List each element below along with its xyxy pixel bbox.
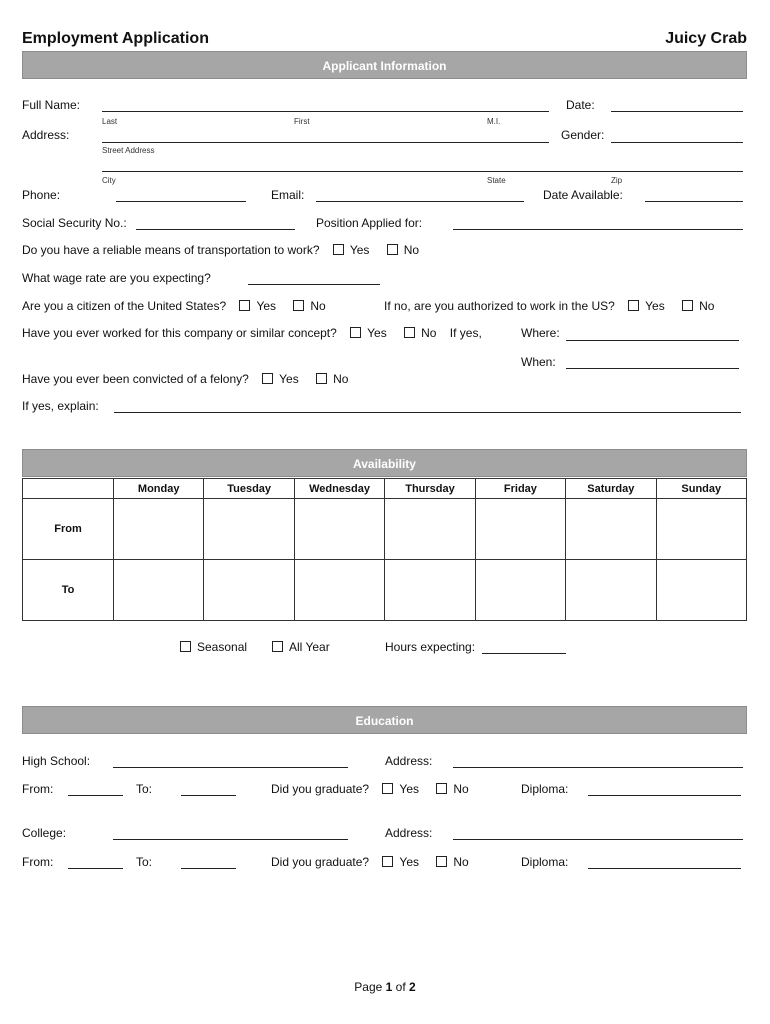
- transport-yes[interactable]: [333, 243, 370, 257]
- worked-no[interactable]: [404, 326, 436, 340]
- hs-from-label: From:: [22, 782, 54, 796]
- no-label: No: [453, 782, 469, 796]
- table-row-from: [23, 499, 747, 560]
- checkbox-icon[interactable]: [272, 641, 283, 652]
- hs-graduate-no[interactable]: [436, 782, 468, 796]
- section-applicant-information: Applicant Information: [22, 51, 747, 79]
- checkbox-icon[interactable]: [333, 244, 344, 255]
- authorized-yes[interactable]: [628, 299, 665, 313]
- row-label-to: To: [23, 560, 114, 621]
- date-label: Date:: [566, 98, 595, 112]
- to-sunday-cell[interactable]: [656, 560, 746, 621]
- gender-field[interactable]: [611, 142, 743, 143]
- hs-from-field[interactable]: [68, 795, 123, 796]
- citizen-question-text: Are you a citizen of the United States?: [22, 299, 227, 313]
- date-available-label: Date Available:: [543, 188, 623, 202]
- college-graduate-no[interactable]: [436, 855, 468, 869]
- address-label: Address:: [22, 128, 70, 142]
- from-wednesday-cell[interactable]: [294, 499, 384, 560]
- hs-graduate-text: Did you graduate?: [271, 782, 370, 796]
- college-graduate-yes[interactable]: [382, 855, 419, 869]
- to-thursday-cell[interactable]: [385, 560, 475, 621]
- checkbox-icon[interactable]: [436, 783, 447, 794]
- hs-diploma-field[interactable]: [588, 795, 741, 796]
- authorized-question: [384, 299, 714, 313]
- from-thursday-cell[interactable]: [385, 499, 475, 560]
- date-available-field[interactable]: [645, 201, 743, 202]
- where-field[interactable]: [566, 340, 739, 341]
- from-friday-cell[interactable]: [475, 499, 565, 560]
- checkbox-icon[interactable]: [382, 783, 393, 794]
- date-field[interactable]: [611, 111, 743, 112]
- where-label: Where:: [521, 326, 560, 340]
- table-corner: [23, 479, 114, 499]
- email-field[interactable]: [316, 201, 524, 202]
- table-row-to: [23, 560, 747, 621]
- to-wednesday-cell[interactable]: [294, 560, 384, 621]
- day-monday: Monday: [114, 479, 204, 499]
- sub-label-state: State: [487, 176, 506, 185]
- from-monday-cell[interactable]: [114, 499, 204, 560]
- section-availability: Availability: [22, 449, 747, 477]
- no-label: No: [333, 372, 349, 386]
- yes-label: Yes: [256, 299, 277, 313]
- high-school-field[interactable]: [113, 767, 348, 768]
- transport-question-text: Do you have a reliable means of transportation to work?: [22, 243, 320, 257]
- sub-label-street: Street Address: [102, 146, 155, 155]
- day-saturday: Saturday: [566, 479, 656, 499]
- checkbox-icon[interactable]: [180, 641, 191, 652]
- email-label: Email:: [271, 188, 305, 202]
- college-field[interactable]: [113, 839, 348, 840]
- felony-question-text: Have you ever been convicted of a felony?: [22, 372, 249, 386]
- yes-label: Yes: [349, 243, 370, 257]
- from-saturday-cell[interactable]: [566, 499, 656, 560]
- page-number: 1: [385, 980, 393, 994]
- day-thursday: Thursday: [385, 479, 475, 499]
- college-to-field[interactable]: [181, 868, 236, 869]
- transport-question: [22, 243, 419, 257]
- page-indicator: [0, 980, 770, 994]
- day-tuesday: Tuesday: [204, 479, 294, 499]
- college-from-label: From:: [22, 855, 54, 869]
- checkbox-icon[interactable]: [404, 327, 415, 338]
- day-friday: Friday: [475, 479, 565, 499]
- hs-to-field[interactable]: [181, 795, 236, 796]
- when-field[interactable]: [566, 368, 739, 369]
- college-graduate-text: Did you graduate?: [271, 855, 370, 869]
- row-label-from: From: [23, 499, 114, 560]
- transport-no[interactable]: [387, 243, 419, 257]
- position-field[interactable]: [453, 229, 743, 230]
- yes-label: Yes: [279, 372, 299, 386]
- gender-label: Gender:: [561, 128, 605, 142]
- page-prefix: Page: [354, 980, 386, 994]
- position-label: Position Applied for:: [316, 216, 423, 230]
- no-label: No: [310, 299, 326, 313]
- yes-label: Yes: [645, 299, 665, 313]
- hours-field[interactable]: [482, 653, 566, 654]
- high-school-label: High School:: [22, 754, 91, 768]
- authorized-question-text: If no, are you authorized to work in the US?: [384, 299, 615, 313]
- hs-diploma-label: Diploma:: [521, 782, 569, 796]
- phone-field[interactable]: [116, 201, 246, 202]
- no-label: No: [421, 326, 437, 340]
- to-saturday-cell[interactable]: [566, 560, 656, 621]
- explain-label: If yes, explain:: [22, 399, 99, 413]
- sub-label-first: First: [294, 117, 310, 126]
- worked-yes[interactable]: [350, 326, 387, 340]
- college-address-label: Address:: [385, 826, 433, 840]
- form-title: Employment Application: [22, 30, 209, 47]
- day-wednesday: Wednesday: [294, 479, 384, 499]
- felony-question: [22, 372, 348, 386]
- hs-to-label: To:: [136, 782, 153, 796]
- yes-label: Yes: [399, 782, 419, 796]
- checkbox-icon[interactable]: [350, 327, 361, 338]
- ssn-field[interactable]: [136, 229, 295, 230]
- yes-label: Yes: [399, 855, 419, 869]
- checkbox-icon[interactable]: [262, 373, 273, 384]
- citizen-question: [22, 299, 326, 313]
- sub-label-last: Last: [102, 117, 118, 126]
- worked-question: [22, 326, 482, 340]
- page-of: of: [392, 980, 410, 994]
- if-yes-label: If yes,: [449, 326, 482, 340]
- hs-graduate-question: [271, 782, 469, 796]
- no-label: No: [453, 855, 469, 869]
- college-address-field[interactable]: [453, 839, 743, 840]
- checkbox-icon[interactable]: [628, 300, 639, 311]
- ssn-label: Social Security No.:: [22, 216, 127, 230]
- from-sunday-cell[interactable]: [656, 499, 746, 560]
- college-diploma-field[interactable]: [588, 868, 741, 869]
- worked-question-text: Have you ever worked for this company or similar concept?: [22, 326, 337, 340]
- felony-no[interactable]: [316, 372, 348, 386]
- college-graduate-question: [271, 855, 469, 869]
- no-label: No: [699, 299, 715, 313]
- hs-address-field[interactable]: [453, 767, 743, 768]
- citizen-yes[interactable]: [239, 299, 276, 313]
- when-label: When:: [521, 355, 556, 369]
- city-state-zip-field[interactable]: [102, 171, 743, 172]
- wage-question: What wage rate are you expecting?: [22, 271, 211, 285]
- no-label: No: [403, 243, 420, 257]
- company-name: Juicy Crab: [665, 30, 747, 47]
- street-address-field[interactable]: [102, 142, 549, 143]
- hs-graduate-yes[interactable]: [382, 782, 419, 796]
- college-from-field[interactable]: [68, 868, 123, 869]
- to-tuesday-cell[interactable]: [204, 560, 294, 621]
- table-header-row: [23, 479, 747, 499]
- all-year-label: All Year: [289, 640, 330, 654]
- checkbox-icon[interactable]: [436, 856, 447, 867]
- checkbox-icon[interactable]: [316, 373, 327, 384]
- seasonal-label: Seasonal: [197, 640, 248, 654]
- authorized-no[interactable]: [682, 299, 714, 313]
- page-total: 2: [409, 980, 416, 994]
- yes-label: Yes: [367, 326, 387, 340]
- full-name-field[interactable]: [102, 111, 549, 112]
- college-diploma-label: Diploma:: [521, 855, 569, 869]
- college-to-label: To:: [136, 855, 153, 869]
- day-sunday: Sunday: [656, 479, 746, 499]
- to-friday-cell[interactable]: [475, 560, 565, 621]
- felony-yes[interactable]: [262, 372, 299, 386]
- full-name-label: Full Name:: [22, 98, 81, 112]
- checkbox-icon[interactable]: [682, 300, 693, 311]
- all-year-option[interactable]: [272, 640, 330, 654]
- college-label: College:: [22, 826, 67, 840]
- checkbox-icon[interactable]: [382, 856, 393, 867]
- seasonal-option[interactable]: [180, 640, 247, 654]
- hs-address-label: Address:: [385, 754, 433, 768]
- checkbox-icon[interactable]: [239, 300, 250, 311]
- availability-table: [22, 478, 747, 621]
- wage-field[interactable]: [248, 284, 380, 285]
- hours-label: Hours expecting:: [385, 640, 476, 654]
- sub-label-city: City: [102, 176, 116, 185]
- from-tuesday-cell[interactable]: [204, 499, 294, 560]
- sub-label-mi: M.I.: [487, 117, 501, 126]
- explain-field[interactable]: [114, 412, 741, 413]
- section-education: Education: [22, 706, 747, 734]
- citizen-no[interactable]: [293, 299, 325, 313]
- checkbox-icon[interactable]: [387, 244, 398, 255]
- sub-label-zip: Zip: [611, 176, 623, 185]
- checkbox-icon[interactable]: [293, 300, 304, 311]
- phone-label: Phone:: [22, 188, 61, 202]
- to-monday-cell[interactable]: [114, 560, 204, 621]
